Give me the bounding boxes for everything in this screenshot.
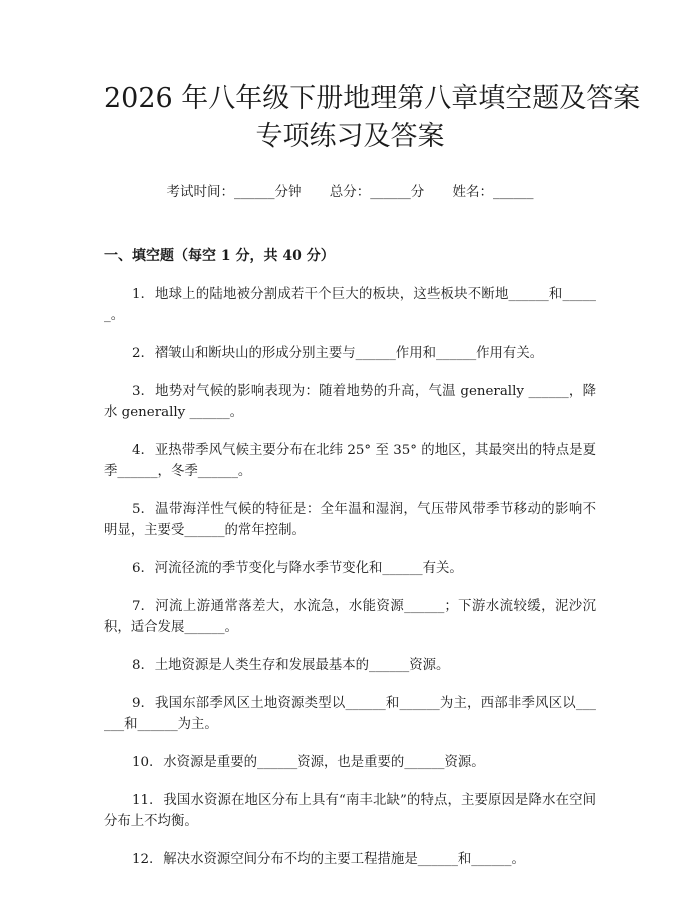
question-item (104, 790, 596, 832)
question-text: 地势对气候的影响表现为：随着地势的升高，气温 generally ______，降水 generally ______。 (104, 384, 596, 420)
question-number: 10. (132, 755, 154, 770)
question-text: 河流径流的季节变化与降水季节变化和______有关。 (154, 561, 463, 576)
question-text: 解决水资源空间分布不均的主要工程措施是______和______。 (163, 852, 525, 867)
question-number: 11. (132, 793, 154, 808)
question-text: 地球上的陆地被分割成若干个巨大的板块，这些板块不断地______和______。 (104, 287, 596, 323)
question-item (104, 284, 596, 326)
question-item (104, 752, 596, 773)
question-text: 我国水资源在地区分布上具有“南丰北缺”的特点，主要原因是降水在空间分布上不均衡。 (104, 793, 596, 829)
exam-info (104, 182, 596, 202)
question-text: 温带海洋性气候的特征是：全年温和湿润，气压带风带季节移动的影响不明显，主要受______的常年控制。 (104, 502, 596, 538)
question-number: 12. (132, 852, 154, 867)
question-number: 2. (132, 346, 145, 361)
question-number: 6. (132, 561, 145, 576)
question-item (104, 596, 596, 638)
question-text: 水资源是重要的______资源，也是重要的______资源。 (163, 755, 485, 770)
question-text: 褶皱山和断块山的形成分别主要与______作用和______作用有关。 (154, 346, 544, 361)
section-heading: 一、填空题（每空 1 分，共 40 分） (104, 248, 335, 264)
question-item (104, 693, 596, 735)
question-text: 我国东部季风区土地资源类型以______和______为主，西部非季风区以______和______为主。 (104, 696, 596, 732)
title-line-2: 专项练习及答案 (255, 121, 445, 152)
question-number: 7. (132, 599, 145, 614)
question-item (104, 499, 596, 541)
question-text: 河流上游通常落差大，水流急，水能资源______；下游水流较缓，泥沙沉积，适合发展______。 (104, 599, 596, 635)
title-line-1: 2026 年八年级下册地理第八章填空题及答案 (104, 83, 641, 114)
question-item (104, 440, 596, 482)
question-number: 8. (132, 658, 145, 673)
question-item (104, 655, 596, 676)
exam-score: 总分：______分 (329, 184, 425, 200)
question-number: 9. (132, 696, 145, 711)
question-text: 亚热带季风气候主要分布在北纬 25° 至 35° 的地区，其最突出的特点是夏季______，冬季______。 (104, 443, 596, 479)
document-title (104, 0, 641, 156)
question-item (104, 849, 596, 870)
question-text: 土地资源是人类生存和发展最基本的______资源。 (154, 658, 450, 673)
question-number: 5. (132, 502, 145, 517)
question-item (104, 381, 596, 423)
question-number: 4. (132, 443, 145, 458)
question-number: 1. (132, 287, 145, 302)
question-number: 3. (132, 384, 145, 399)
question-list (104, 284, 596, 870)
question-item (104, 343, 596, 364)
exam-time: 考试时间：______分钟 (166, 184, 302, 200)
question-item (104, 558, 596, 579)
exam-name: 姓名：______ (452, 184, 534, 200)
